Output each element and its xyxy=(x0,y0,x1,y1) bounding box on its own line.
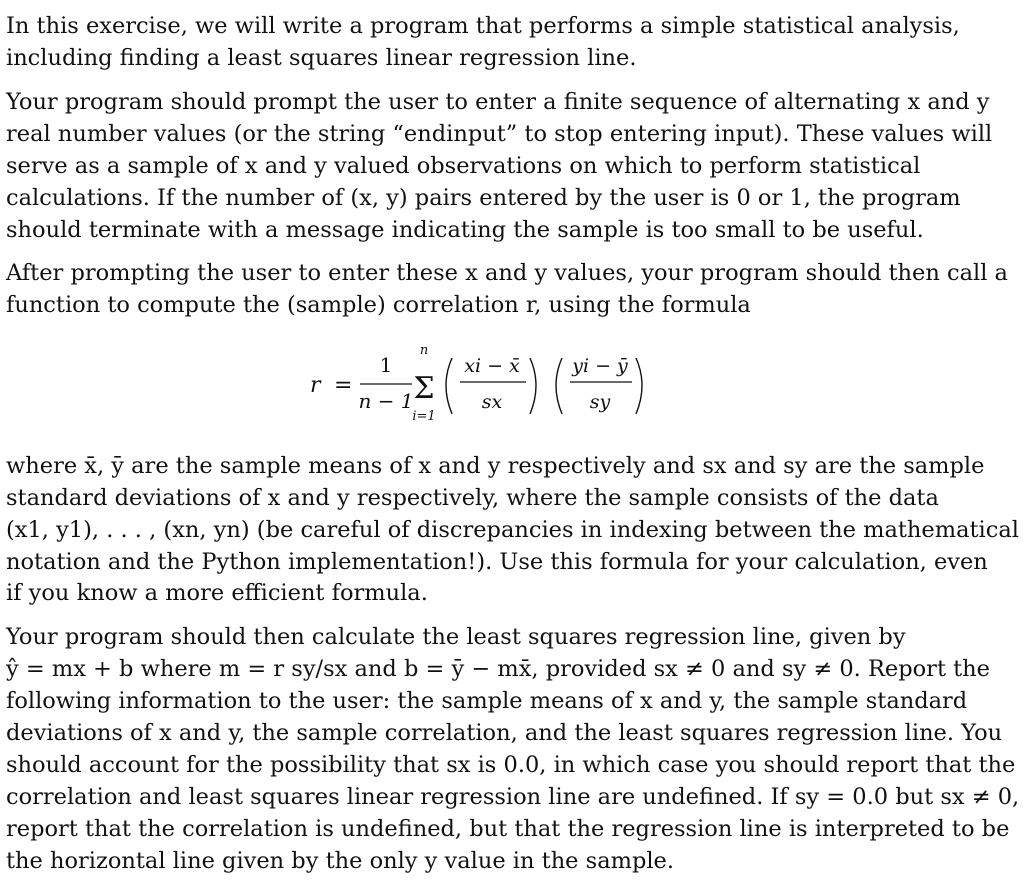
p5-line-1: Your program should then calculate the least squares regression line, given by xyxy=(6,624,906,650)
p2-line-4: calculations. If the number of (x, y) pairs entered by the user is 0 or 1, the program xyxy=(6,185,961,211)
p5-line-6: correlation and least squares linear regression line are undefined. If sy = 0.0 but sx ≠ 0, xyxy=(6,784,1020,810)
formula-term1-den: sx xyxy=(481,391,503,413)
p4-line-4: notation and the Python implementation!). Use this formula for your calculation, even xyxy=(6,549,988,575)
formula-term1-num: xi − x̄ xyxy=(464,355,520,377)
p5-line-7: report that the correlation is undefined, but that the regression line is interpreted to be xyxy=(6,816,1010,842)
p2-line-1: Your program should prompt the user to enter a finite sequence of alternating x and y xyxy=(6,89,990,115)
p1-line-1: In this exercise, we will write a program that performs a simple statistical analysis, xyxy=(6,13,960,39)
p5-line-4: deviations of x and y, the sample correlation, and the least squares regression line. You xyxy=(6,720,1003,746)
p5-line-3: following information to the user: the sample means of x and y, the sample standard xyxy=(6,688,968,714)
correlation-formula xyxy=(300,340,720,430)
p5-line-2: ŷ = mx + b where m = r sy/sx and b = ȳ − mx̄, provided sx ≠ 0 and sy ≠ 0. Report the xyxy=(6,656,990,682)
p5-line-8: the horizontal line given by the only y value in the sample. xyxy=(6,848,675,874)
p3-line-1: After prompting the user to enter these x and y values, your program should then call a xyxy=(6,260,1008,286)
p4-line-5: if you know a more efficient formula. xyxy=(6,580,428,606)
p4-line-1: where x̄, ȳ are the sample means of x and y respectively and sx and sy are the sample xyxy=(6,453,985,479)
p3-line-2: function to compute the (sample) correlation r, using the formula xyxy=(6,292,751,318)
formula-sum-lower: i=1 xyxy=(412,409,436,424)
formula-lhs: r xyxy=(310,373,321,398)
formula-equals: = xyxy=(334,373,353,398)
formula-term2-den: sy xyxy=(589,391,611,413)
p1-line-2: including finding a least squares linear regression line. xyxy=(6,45,637,71)
p4-line-2: standard deviations of x and y respectively, where the sample consists of the data xyxy=(6,485,939,511)
formula-coef-den: n − 1 xyxy=(358,389,414,413)
p2-line-5: should terminate with a message indicating the sample is too small to be useful. xyxy=(6,217,924,243)
formula-coef-num: 1 xyxy=(379,353,393,377)
formula-term2-num: yi − ȳ xyxy=(572,355,628,377)
sum-symbol: Σ xyxy=(413,371,435,406)
p2-line-2: real number values (or the string “endinput” to stop entering input). These values will xyxy=(6,121,993,147)
p2-line-3: serve as a sample of x and y valued observations on which to perform statistical xyxy=(6,153,921,179)
p4-line-3: (x1, y1), . . . , (xn, yn) (be careful of discrepancies in indexing between the mathematical xyxy=(6,517,1019,543)
p5-line-5: should account for the possibility that sx is 0.0, in which case you should report that the xyxy=(6,752,1016,778)
formula-sum-upper: n xyxy=(419,343,429,358)
